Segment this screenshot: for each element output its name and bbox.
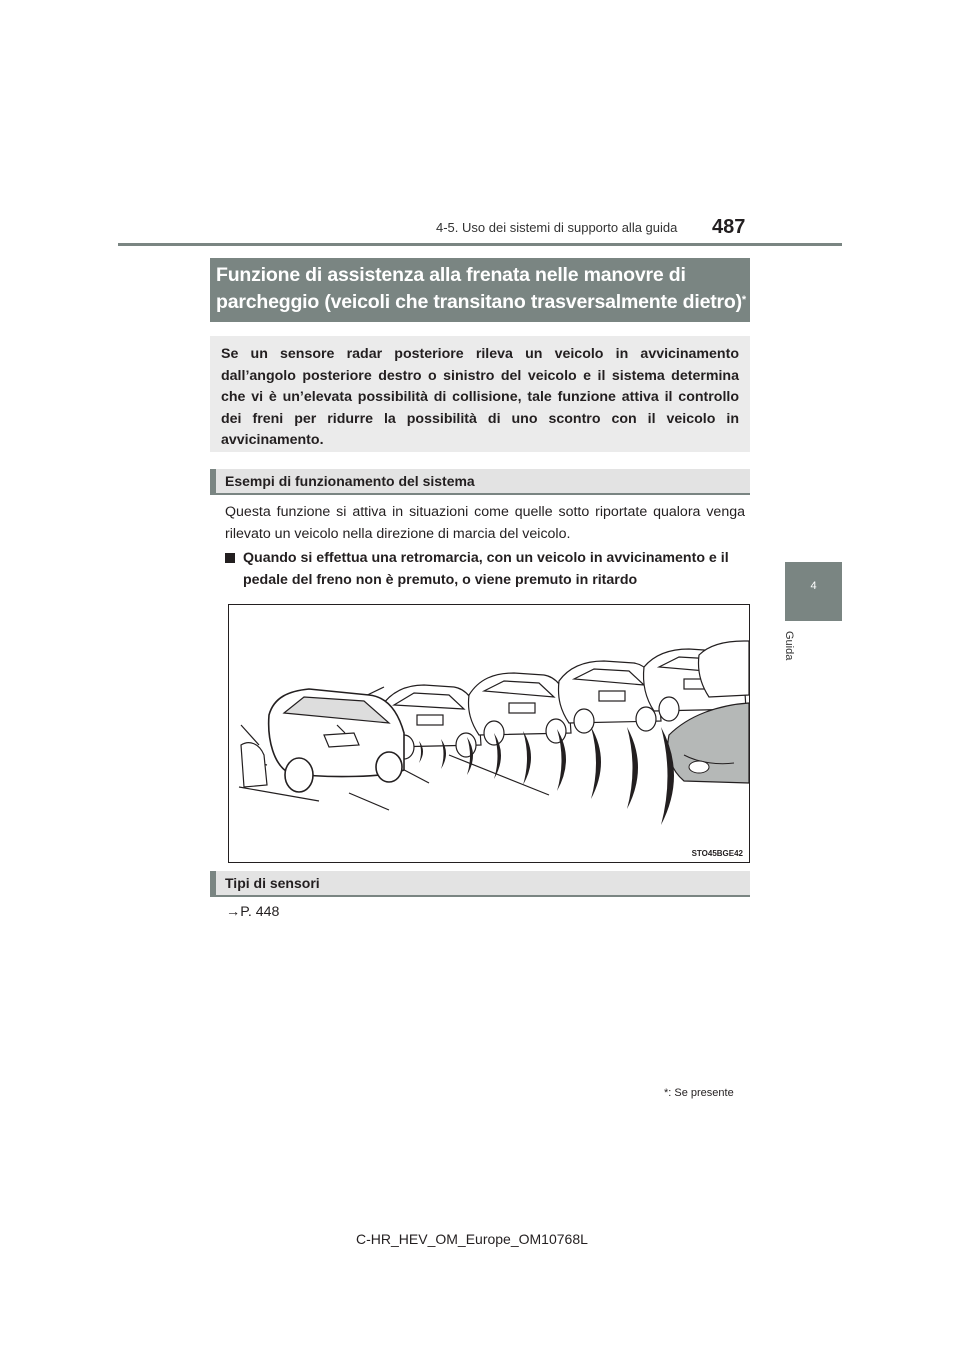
page-number: 487 — [712, 216, 746, 238]
parking-line — [241, 725, 259, 745]
chapter-label — [781, 631, 801, 671]
page-reference-link[interactable]: →P. 448 — [226, 904, 280, 920]
title-line-1: Funzione di assistenza alla frenata nelle manovre di — [216, 264, 686, 286]
illustration-reverse-parking — [228, 604, 750, 863]
section-title: 4-5. Uso dei sistemi di supporto alla guida — [436, 220, 678, 235]
availability-marker: * — [741, 294, 746, 306]
section-body: Questa funzione si attiva in situazioni come quelle sotto riportate qualora venga rilevato un veicolo nella direzione di marcia del veicolo. — [225, 504, 745, 542]
page-title — [210, 258, 750, 322]
parked-car — [698, 641, 749, 697]
section-heading-sensor-types — [210, 871, 750, 897]
figure-code: STO45BGE42 — [691, 849, 743, 858]
approaching-vehicle — [668, 703, 749, 783]
section-heading-examples-text: Esempi di funzionamento del sistema — [225, 473, 475, 489]
heading-bar — [210, 871, 216, 895]
parking-scene-illustration — [229, 605, 749, 862]
parked-car — [468, 673, 571, 745]
title-line-2 — [216, 289, 744, 316]
section-heading-sensor-types-text: Tipi di sensori — [225, 875, 320, 891]
chapter-number: 4 — [810, 580, 817, 592]
header-divider — [118, 243, 842, 246]
bullet-text: Quando si effettua una retromarcia, con un veicolo in avvicinamento e il pedale del freno non è premuto, o viene premuto in ritardo — [243, 550, 729, 588]
document-code: C-HR_HEV_OM_Europe_OM10768L — [356, 1231, 588, 1247]
reversing-vehicle — [269, 689, 404, 792]
intro-summary: Se un sensore radar posteriore rileva un veicolo in avvicinamento dall’angolo posteriore destro o sinistro del veicolo e il sistema determina che vi è un’elevata possibilità di collisione, tale funzione attiva il controllo dei freni per ridurre la possibilità di uno scontro con il veicolo in avvicinamento. — [210, 336, 750, 452]
bullet-square-icon — [225, 553, 235, 563]
heading-bar — [210, 469, 216, 493]
parking-line — [349, 793, 389, 810]
footnote: *: Se presente — [664, 1087, 734, 1099]
title-line-2-text: parcheggio (veicoli che transitano trasversalmente dietro) — [216, 291, 742, 313]
section-heading-examples — [210, 469, 750, 495]
chapter-label-text: Guida — [783, 631, 795, 661]
